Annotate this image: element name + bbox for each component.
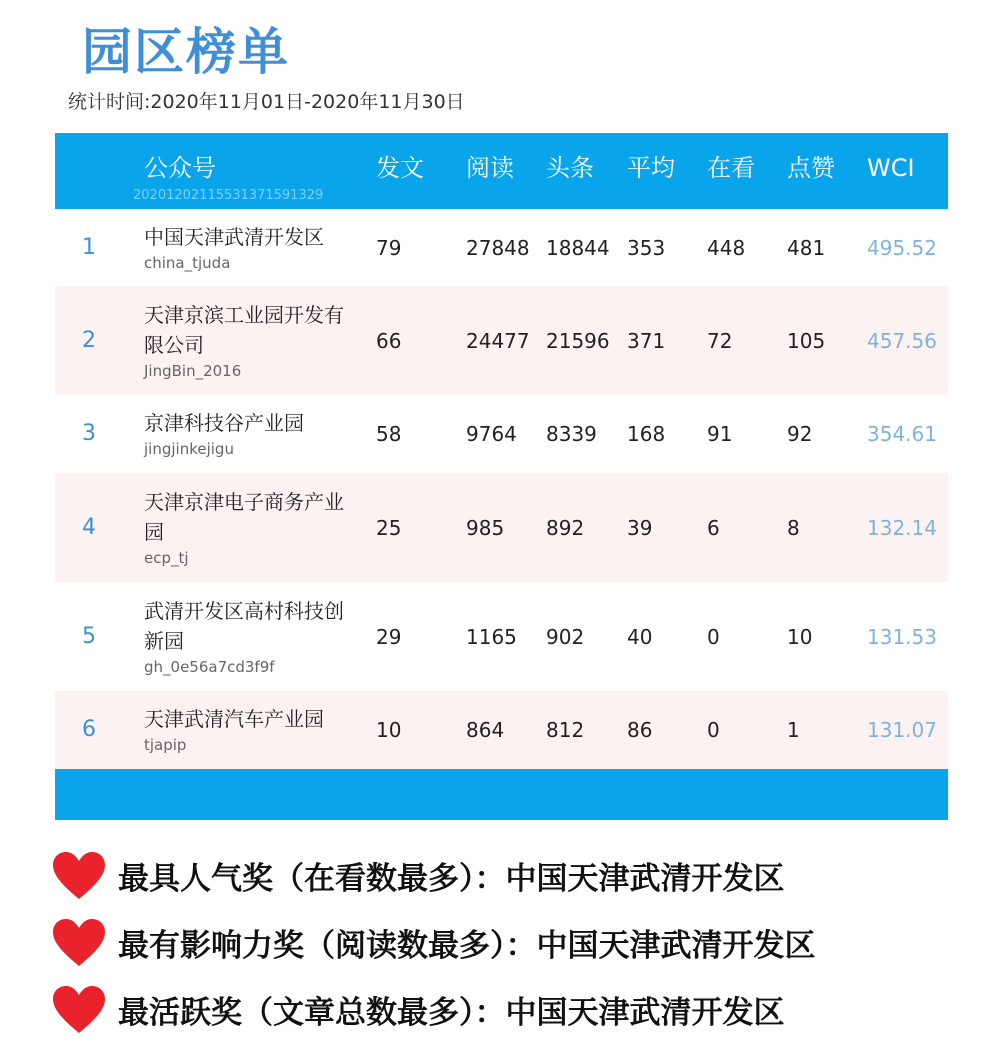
table-row [55,691,948,769]
watching-value: 0 [707,718,720,742]
account-cell [144,704,344,756]
account-id: jingjinkejigu [144,440,234,458]
posts-value: 29 [376,624,402,649]
account-cell [144,487,344,569]
statistics-period: 统计时间:2020年11月01日-2020年11月30日 [68,91,465,113]
average-value: 86 [627,718,653,742]
reads-value: 24477 [466,328,530,353]
wci-value: 354.61 [867,422,937,446]
award-item [52,909,816,976]
account-id: ecp_tj [144,548,189,567]
posts-value: 25 [376,515,402,540]
column-header-average: 平均 [627,154,675,182]
account-name: 天津京津电子商务产业园 [144,489,344,544]
watching-value: 6 [707,515,720,540]
account-cell [144,300,344,382]
column-header-likes: 点赞 [787,154,835,182]
account-name: 天津京滨工业园开发有限公司 [144,302,344,357]
headline-value: 21596 [546,328,610,353]
reads-value: 1165 [466,624,517,649]
rank-number: 6 [82,717,96,742]
table-footer-bar [55,769,948,820]
account-cell [144,408,344,460]
likes-value: 92 [787,422,813,446]
watching-value: 72 [707,328,733,353]
posts-value: 79 [376,235,402,260]
wci-value: 131.07 [867,718,937,742]
reads-value: 985 [466,515,505,540]
posts-value: 10 [376,718,402,742]
table-row [55,473,948,582]
table-header [55,133,948,209]
account-name: 中国天津武清开发区 [144,224,324,249]
rank-number: 3 [82,421,96,446]
wci-value: 457.56 [867,328,937,353]
account-name: 京津科技谷产业园 [144,411,304,435]
average-value: 39 [627,515,653,540]
headline-value: 902 [546,624,585,649]
rank-number: 1 [82,234,96,260]
column-header-watching: 在看 [707,154,755,182]
wci-value: 132.14 [867,515,937,540]
reads-value: 864 [466,718,505,742]
wci-value: 495.52 [867,235,937,260]
column-header-wci: WCI [867,154,915,182]
header-watermark: 20201202115531371591329 [133,188,324,203]
rank-number: 2 [82,327,96,353]
heart-icon [52,851,106,901]
account-id: tjapip [144,736,187,754]
reads-value: 9764 [466,422,517,446]
column-header-headline: 头条 [546,154,594,182]
account-id: JingBin_2016 [144,361,242,380]
watching-value: 91 [707,422,733,446]
likes-value: 1 [787,718,800,742]
likes-value: 8 [787,515,800,540]
headline-value: 8339 [546,422,597,446]
award-text: 最有影响力奖（阅读数最多）：中国天津武清开发区 [118,928,816,964]
posts-value: 58 [376,422,402,446]
headline-value: 18844 [546,235,610,260]
heart-icon [52,918,106,968]
rank-number: 4 [82,514,96,540]
award-item [52,976,816,1043]
column-header-account: 公众号 [144,154,216,182]
account-id: china_tjuda [144,253,231,272]
average-value: 40 [627,624,653,649]
awards-list [52,842,816,1043]
likes-value: 105 [787,328,826,353]
account-cell [144,596,344,678]
column-header-reads: 阅读 [466,154,514,182]
table-row [55,395,948,473]
column-header-posts: 发文 [376,154,424,182]
likes-value: 10 [787,624,813,649]
watching-value: 448 [707,235,746,260]
rank-number: 5 [82,623,96,649]
headline-value: 812 [546,718,585,742]
average-value: 353 [627,235,666,260]
account-cell [144,222,344,274]
table-row [55,582,948,691]
award-item [52,842,816,909]
award-text: 最活跃奖（文章总数最多）：中国天津武清开发区 [118,995,785,1031]
account-name: 天津武清汽车产业园 [144,707,324,731]
ranking-table [55,133,948,820]
table-row [55,209,948,286]
headline-value: 892 [546,515,585,540]
account-name: 武清开发区高村科技创新园 [144,598,344,653]
page-title: 园区榜单 [82,23,290,81]
reads-value: 27848 [466,235,530,260]
watching-value: 0 [707,624,720,649]
table-row [55,286,948,395]
posts-value: 66 [376,328,402,353]
account-id: gh_0e56a7cd3f9f [144,657,275,676]
award-text: 最具人气奖（在看数最多）：中国天津武清开发区 [118,861,785,897]
average-value: 168 [627,422,666,446]
average-value: 371 [627,328,666,353]
heart-icon [52,985,106,1035]
likes-value: 481 [787,235,826,260]
wci-value: 131.53 [867,624,937,649]
